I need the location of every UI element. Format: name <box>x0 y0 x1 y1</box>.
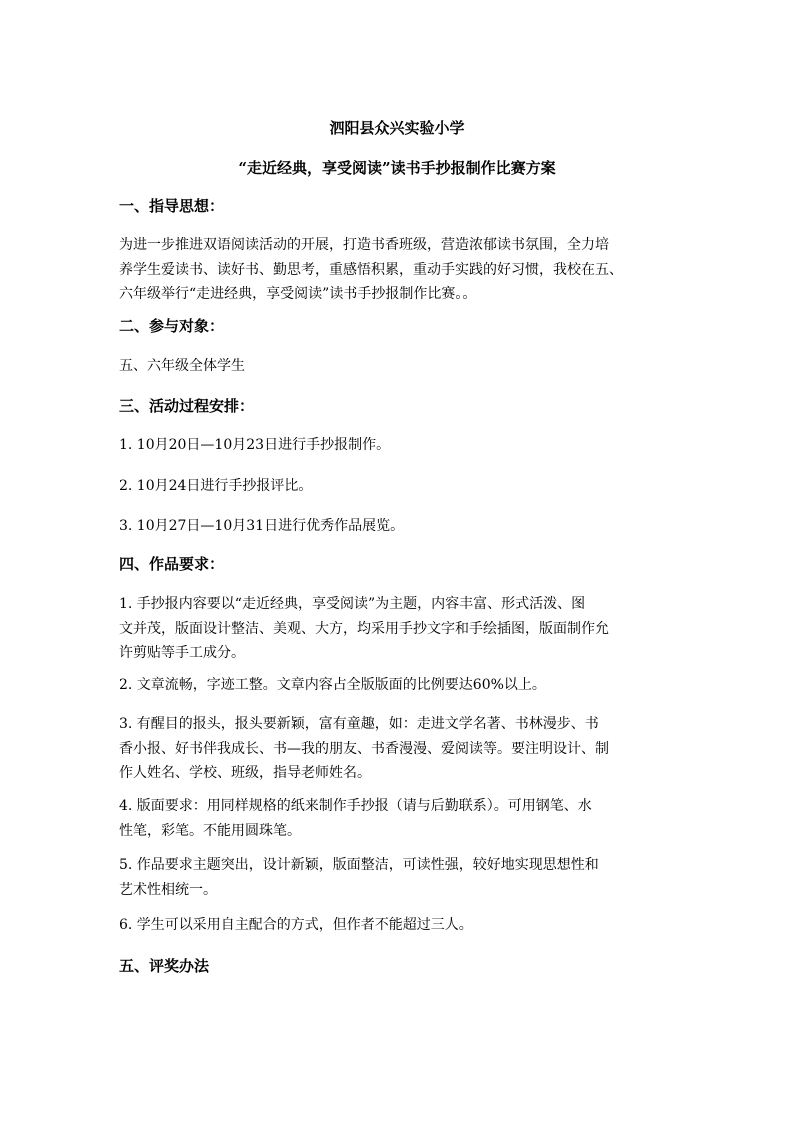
paragraph-line: 5. 作品要求主题突出，设计新颖，版面整洁，可读性强，较好地实现思想性和 <box>119 857 599 873</box>
paragraph-line: 2. 10月24日进行手抄报评比。 <box>119 478 313 494</box>
paragraph-line: 养学生爱读书、读好书、勤思考，重感悟积累，重动手实践的好习惯，我校在五、 <box>119 261 623 278</box>
schedule-item-3 <box>119 514 679 539</box>
paragraph-line: 香小报、好书伴我成长、书—我的朋友、书香漫漫、爱阅读等。要注明设计、制 <box>119 740 609 757</box>
paragraph-line: 2. 文章流畅，字迹工整。文章内容占全版版面的比例要达60%以上。 <box>119 677 546 693</box>
schedule-item-1 <box>119 433 679 458</box>
requirement-item-2 <box>119 673 679 698</box>
section-heading-requirements: 四、作品要求： <box>119 555 225 573</box>
paragraph-line: 4. 版面要求：用同样规格的纸来制作手抄报（请与后勤联系）。可用钢笔、水 <box>119 798 592 814</box>
paragraph-line: 艺术性相统一。 <box>119 881 217 898</box>
requirement-item-1 <box>119 592 679 666</box>
paragraph-line: 3. 10月27日—10月31日进行优秀作品展览。 <box>119 518 405 534</box>
paragraph-line: 1. 手抄报内容要以“走近经典，享受阅读”为主题，内容丰富、形式活泼、图 <box>119 596 586 612</box>
paragraph-line: 性笔，彩笔。不能用圆珠笔。 <box>119 822 301 839</box>
document-title: “走近经典，享受阅读”读书手抄报制作比赛方案 <box>238 159 556 177</box>
schedule-item-2 <box>119 474 679 499</box>
requirement-item-6 <box>119 913 679 938</box>
paragraph-line: 3. 有醒目的报头，报头要新颖，富有童趣，如：走进文学名著、书林漫步、书 <box>119 716 599 732</box>
paragraph-line: 为进一步推进双语阅读活动的开展，打造书香班级，营造浓郁读书氛围，全力培 <box>119 237 609 253</box>
paragraph-guiding-idea <box>119 233 679 307</box>
paragraph-line: 6. 学生可以采用自主配合的方式，但作者不能超过三人。 <box>119 917 473 933</box>
paragraph-line: 六年级举行“走进经典，享受阅读”读书手抄报制作比赛。。 <box>119 286 477 302</box>
section-heading-participants: 二、参与对象： <box>119 317 225 335</box>
paragraph-line: 文并茂，版面设计整洁、美观、大方，均采用手抄文字和手绘插图，版面制作允 <box>119 620 609 637</box>
paragraph-line: 五、六年级全体学生 <box>119 358 245 374</box>
requirement-item-3 <box>119 712 679 786</box>
requirement-item-5 <box>119 853 679 902</box>
section-heading-awards: 五、评奖办法 <box>119 957 210 975</box>
paragraph-line: 1. 10月20日—10月23日进行手抄报制作。 <box>119 437 391 453</box>
school-name: 泗阳县众兴实验小学 <box>329 119 465 137</box>
section-heading-guiding-idea: 一、指导思想： <box>119 197 225 215</box>
paragraph-participants <box>119 354 679 379</box>
paragraph-line: 作人姓名、学校、班级，指导老师姓名。 <box>119 765 371 781</box>
section-heading-schedule: 三、活动过程安排： <box>119 397 255 415</box>
paragraph-line: 许剪贴等手工成分。 <box>119 645 245 661</box>
requirement-item-4 <box>119 794 679 843</box>
